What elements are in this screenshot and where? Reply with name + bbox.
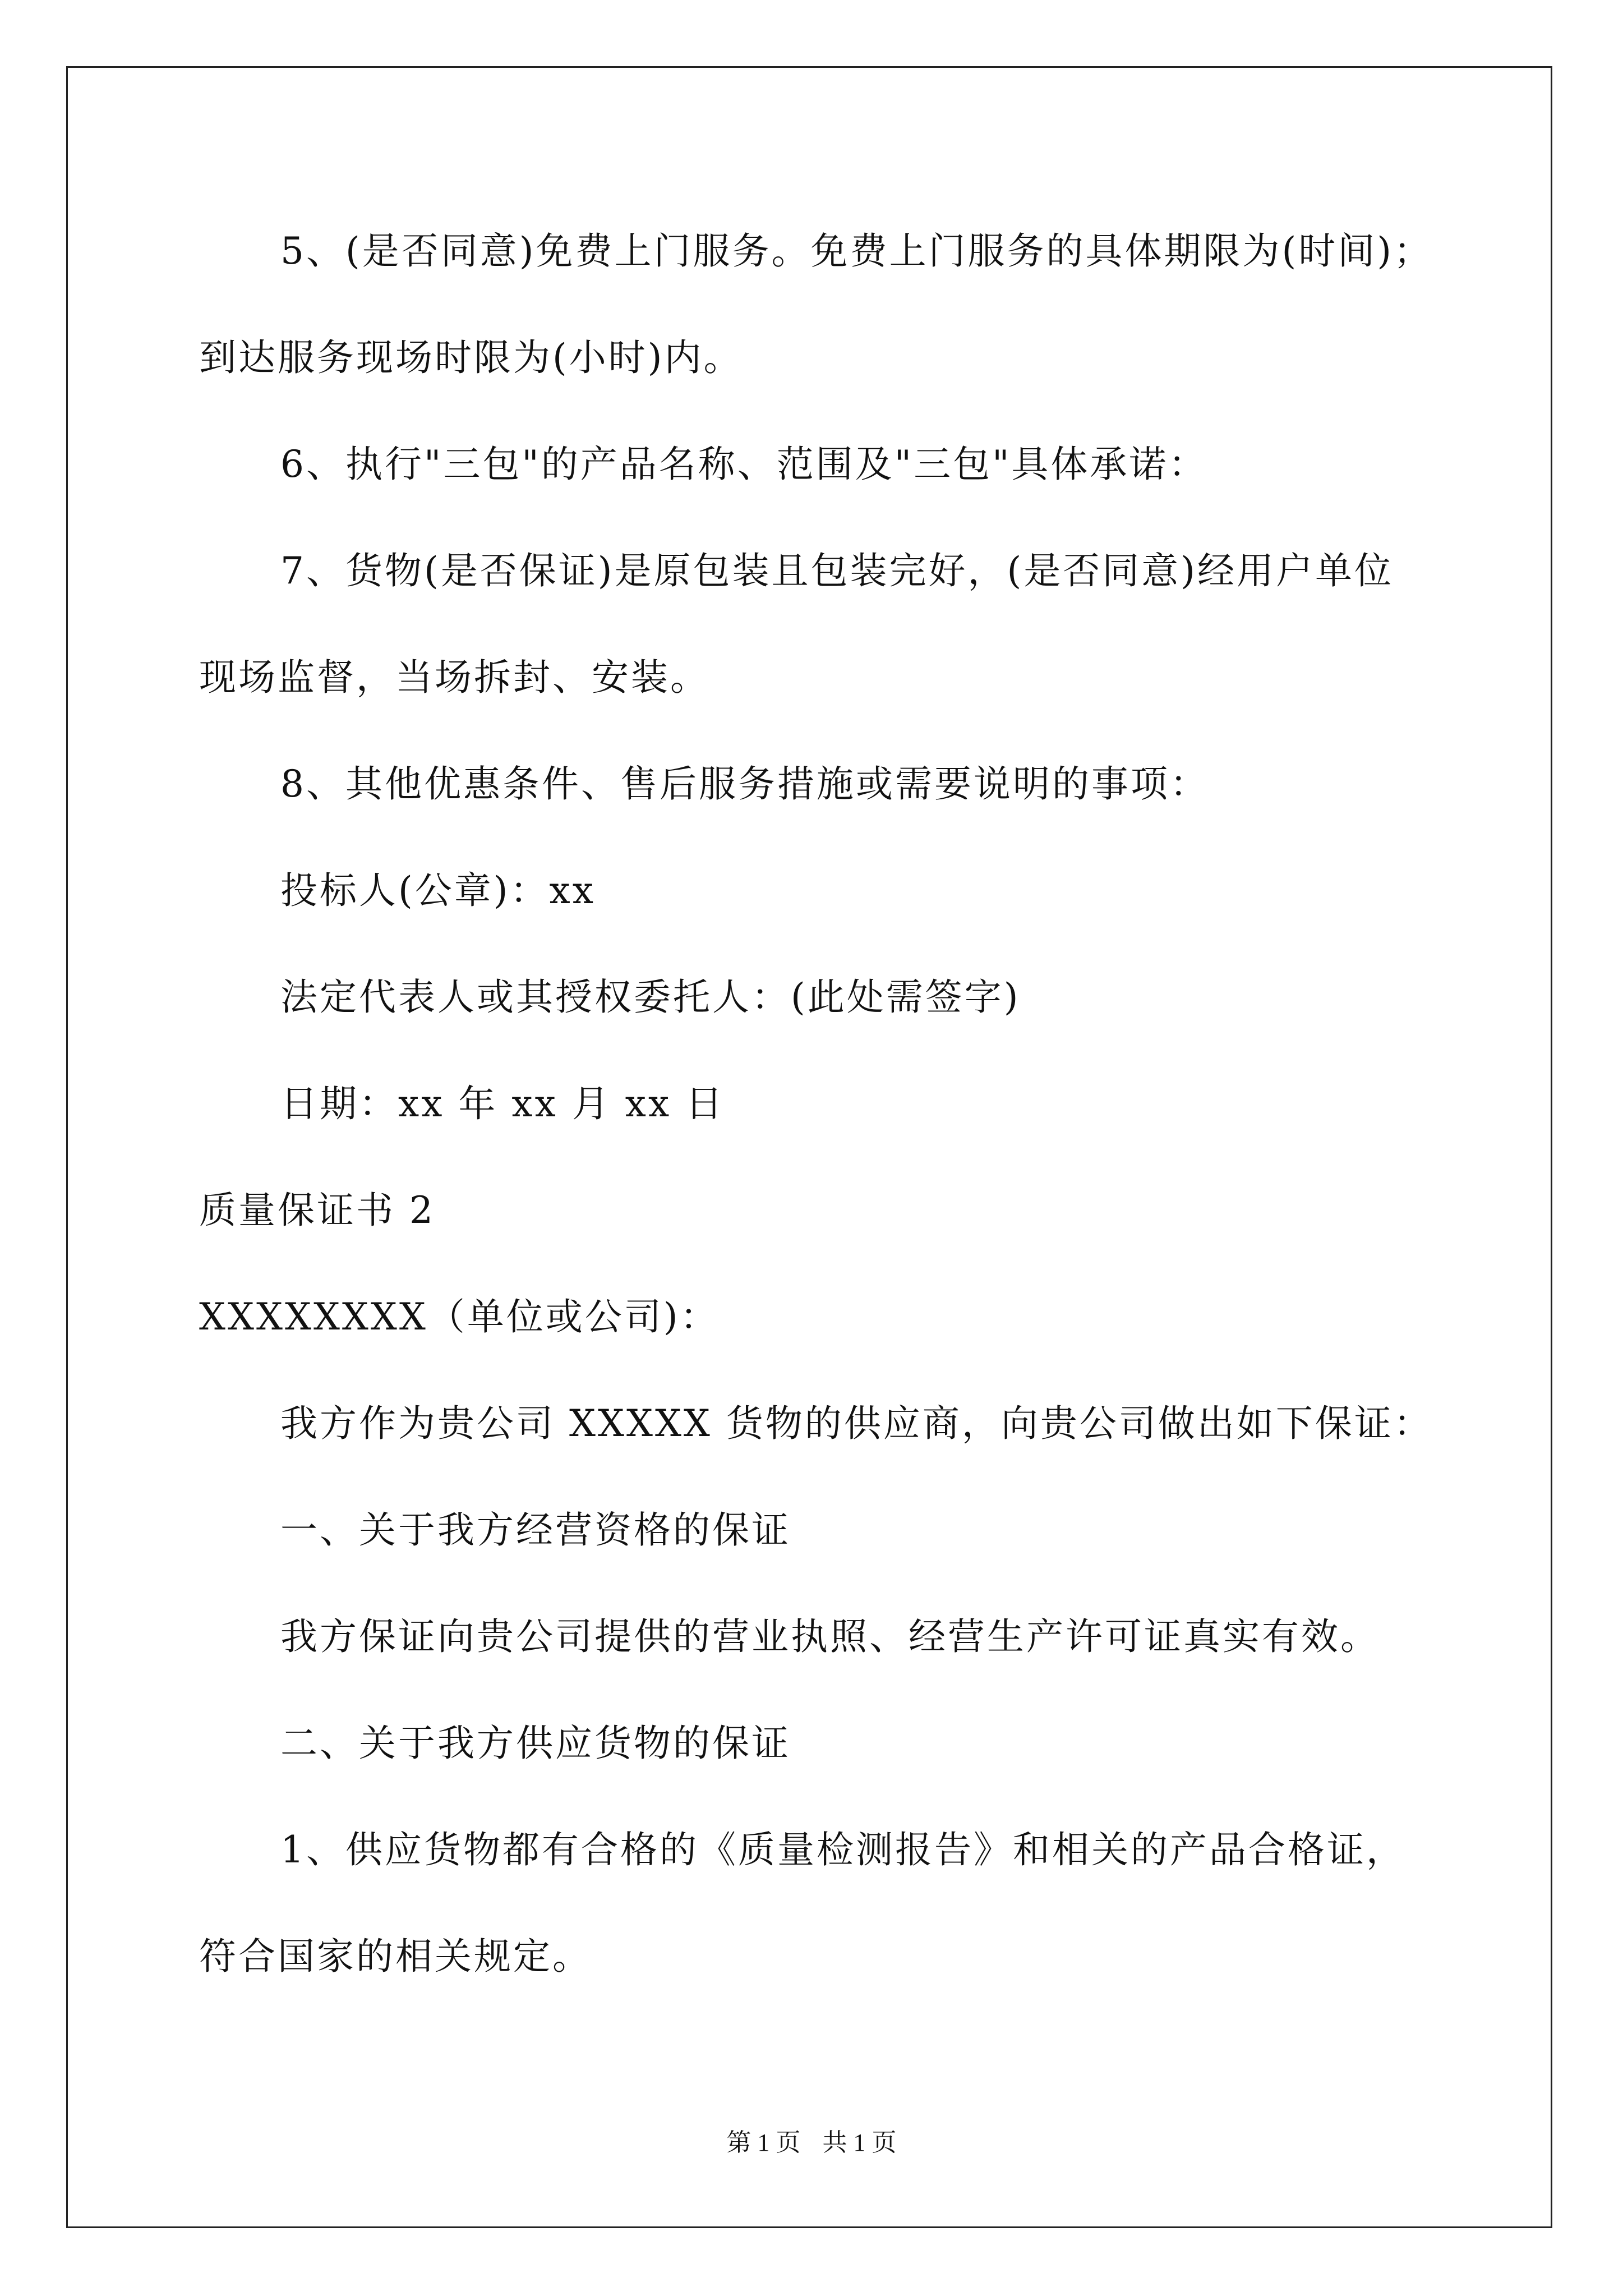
page-footer bbox=[0, 2127, 1623, 2159]
item-6: 6、执行"三包"的产品名称、范围及"三包"具体承诺： bbox=[280, 443, 1208, 486]
goods-item-1-line-2: 符合国家的相关规定。 bbox=[199, 1935, 592, 1978]
page-border bbox=[66, 66, 1552, 2228]
page-number: 第 1 页 bbox=[726, 2129, 801, 2156]
addressee: XXXXXXXX（单位或公司)： bbox=[199, 1295, 720, 1338]
page-total: 共 1 页 bbox=[822, 2129, 897, 2156]
legal-representative: 法定代表人或其授权委托人：(此处需签字) bbox=[280, 976, 1021, 1019]
item-7-line-1: 7、货物(是否保证)是原包装且包装完好，(是否同意)经用户单位 bbox=[280, 549, 1394, 592]
item-7-line-2: 现场监督，当场拆封、安装。 bbox=[199, 656, 709, 699]
bidder-seal: 投标人(公章)：xx bbox=[280, 869, 596, 912]
item-5-line-2: 到达服务现场时限为(小时)内。 bbox=[199, 336, 743, 379]
intro-paragraph: 我方作为贵公司 XXXXX 货物的供应商，向贵公司做出如下保证： bbox=[280, 1402, 1433, 1445]
qualification-paragraph: 我方保证向贵公司提供的营业执照、经营生产许可证真实有效。 bbox=[280, 1615, 1380, 1658]
heading-qualification: 一、关于我方经营资格的保证 bbox=[280, 1508, 791, 1552]
heading-goods: 二、关于我方供应货物的保证 bbox=[280, 1722, 791, 1765]
item-8: 8、其他优惠条件、售后服务措施或需要说明的事项： bbox=[280, 762, 1209, 806]
item-5-line-1: 5、(是否同意)免费上门服务。免费上门服务的具体期限为(时间)； bbox=[280, 229, 1433, 273]
date-line: 日期：xx 年 xx 月 xx 日 bbox=[280, 1082, 725, 1125]
goods-item-1-line-1: 1、供应货物都有合格的《质量检测报告》和相关的产品合格证， bbox=[280, 1828, 1405, 1871]
section-title: 质量保证书 2 bbox=[199, 1189, 435, 1232]
